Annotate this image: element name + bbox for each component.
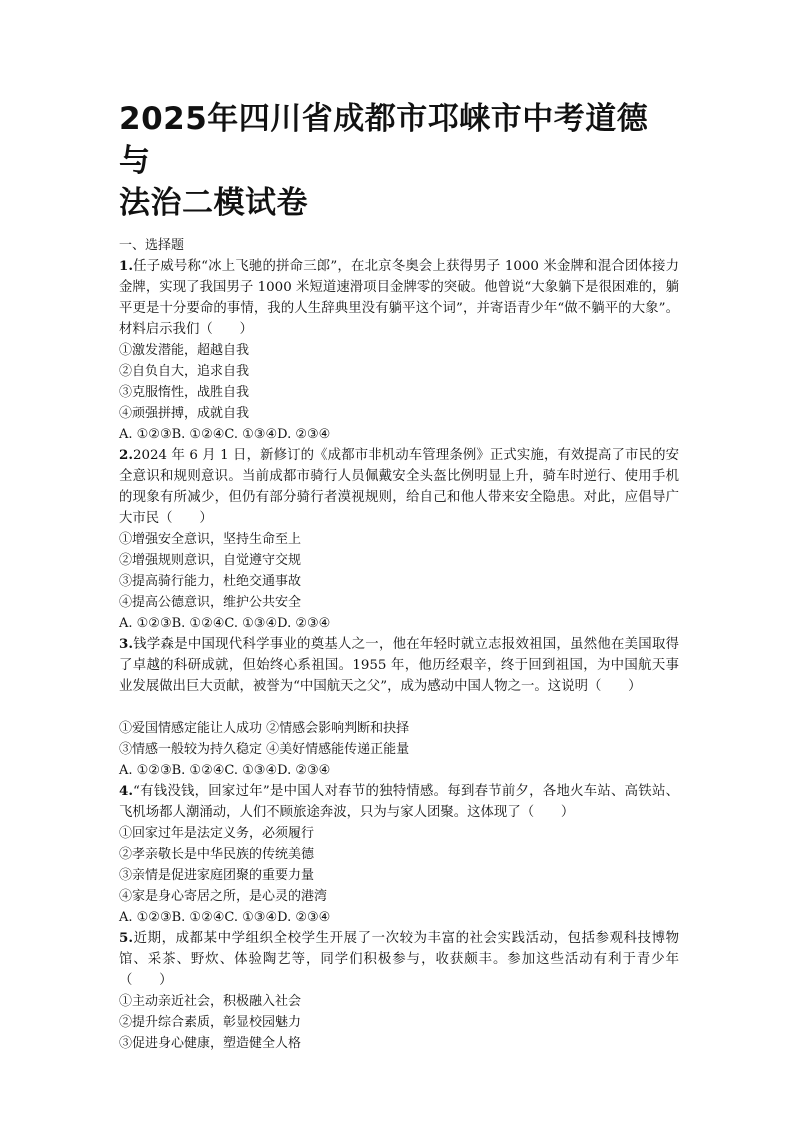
question-text: 钱学森是中国现代科学事业的奠基人之一，他在年轻时就立志报效祖国，虽然他在美国取得了卓越的科研成就，但始终心系祖国。1955 年，他历经艰辛，终于回到祖国，为中国航天事业发展做出巨大贡献，被誉为“中国航天之父”，成为感动中国人物之一。这说明（ ） [119, 637, 679, 694]
option: ①回家过年是法定义务，必须履行 [119, 826, 315, 841]
question-2 [119, 445, 679, 634]
question-text: 近期，成都某中学组织全校学生开展了一次较为丰富的社会实践活动，包括参观科技博物馆、采茶、野炊、体验陶艺等，同学们积极参与，收获颇丰。参加这些活动有利于青少年（ ） [119, 931, 679, 988]
option: ②孝亲敬长是中华民族的传统美德 [119, 847, 315, 862]
answer-choices: A. ①②③B. ①②④C. ①③④D. ②③④ [119, 910, 331, 925]
question-text: 2024 年 6 月 1 日，新修订的《成都市非机动车管理条例》正式实施，有效提高了市民的安全意识和规则意识。当前成都市骑行人员佩戴安全头盔比例明显上升，骑车时逆行、使用手机的现象有所减少，但仍有部分骑行者漠视规则，给自己和他人带来安全隐患。对此，应倡导广大市民（ ） [119, 448, 679, 526]
question-stem [119, 634, 679, 697]
option: ④家是身心寄居之所，是心灵的港湾 [119, 889, 328, 904]
option: ③促进身心健康，塑造健全人格 [119, 1036, 302, 1051]
option: ①激发潜能，超越自我 [119, 343, 250, 358]
title-line-2: 法治二模试卷 [119, 185, 308, 221]
exam-title [119, 98, 679, 224]
option: ③提高骑行能力，杜绝交通事故 [119, 574, 302, 589]
option: ④顽强拼搏，成就自我 [119, 406, 250, 421]
section-heading: 一、选择题 [119, 238, 185, 253]
question-number: 5. [119, 930, 133, 946]
question-5 [119, 928, 679, 1054]
question-3 [119, 634, 679, 781]
answer-choices: A. ①②③B. ①②④C. ①③④D. ②③④ [119, 616, 331, 631]
question-text: 任子威号称“冰上飞驰的拼命三郎”，在北京冬奥会上获得男子 1000 米金牌和混合团体接力金牌，实现了我国男子 1000 米短道速滑项目金牌零的突破。他曾说“大象躺下是很困难的，躺平更是十分要命的事情，我的人生辞典里没有躺平这个词”，并寄语青少年“做不躺平的大象”。材料启示我们（ ） [119, 259, 679, 337]
option: ③克服惰性，战胜自我 [119, 385, 250, 400]
option: ③情感一般较为持久稳定 ④美好情感能传递正能量 [119, 742, 410, 757]
question-1 [119, 256, 679, 445]
option: ①主动亲近社会，积极融入社会 [119, 994, 302, 1009]
option: ①增强安全意识，坚持生命至上 [119, 532, 302, 547]
question-number: 1. [119, 258, 133, 274]
option: ③亲情是促进家庭团聚的重要力量 [119, 868, 315, 883]
question-number: 3. [119, 636, 133, 652]
question-stem [119, 928, 679, 991]
blank-line [119, 697, 679, 718]
option: ②自负自大，追求自我 [119, 364, 250, 379]
question-number: 2. [119, 447, 133, 463]
option: ④提高公德意识，维护公共安全 [119, 595, 302, 610]
option: ②提升综合素质，彰显校园魅力 [119, 1015, 302, 1030]
answer-choices: A. ①②③B. ①②④C. ①③④D. ②③④ [119, 763, 331, 778]
question-stem [119, 256, 679, 340]
question-number: 4. [119, 783, 133, 799]
question-stem [119, 445, 679, 529]
option: ①爱国情感定能让人成功 ②情感会影响判断和抉择 [119, 721, 410, 736]
question-4 [119, 781, 679, 928]
option: ②增强规则意识，自觉遵守交规 [119, 553, 302, 568]
title-line-1: 2025年四川省成都市邛崃市中考道德与 [119, 101, 649, 179]
question-text: “有钱没钱，回家过年”是中国人对春节的独特情感。每到春节前夕，各地火车站、高铁站、飞机场都人潮涌动，人们不顾旅途奔波，只为与家人团聚。这体现了（ ） [119, 784, 679, 820]
exam-page [119, 98, 679, 1054]
question-stem [119, 781, 679, 823]
answer-choices: A. ①②③B. ①②④C. ①③④D. ②③④ [119, 427, 331, 442]
